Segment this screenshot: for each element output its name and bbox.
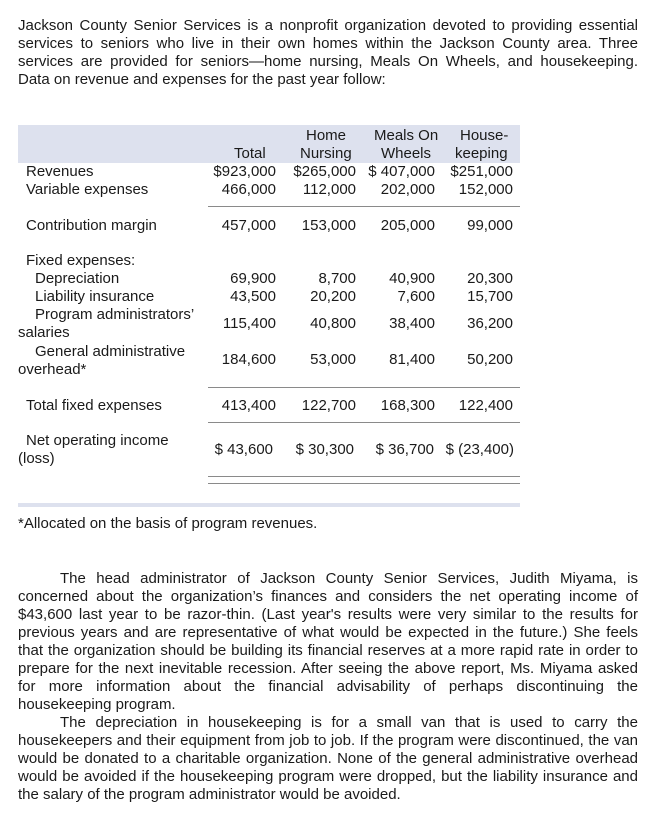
general-admin-meals: 81,400: [389, 351, 435, 368]
table-header-band: [18, 125, 520, 163]
depreciation-total: 69,900: [230, 270, 276, 287]
cm-house: 99,000: [467, 217, 513, 234]
variable-total: 466,000: [221, 181, 276, 198]
liability-total: 43,500: [230, 288, 276, 305]
liability-meals: 7,600: [397, 288, 435, 305]
general-admin-nursing: 53,000: [310, 351, 356, 368]
body-paragraph-1: The head administrator of Jackson County Senior Services, Judith Miyama, is concerned about the organization’s finances and considers the net operating income of $43,600 last year to be razor-thin. (Last year's results were very similar to the results for previous years and are representative of what would be expected in the future.) She feels that the organization should be building its financial reserves at a more rapid rate in order to prepare for the next inevitable recession. After seeing the above report, Ms. Miyama asked for more information about the financial advisability of perhaps discontinuing the housekeeping program.: [18, 570, 638, 713]
body-paragraph-2: The depreciation in housekeeping is for a small van that is used to carry the housekeepers and their equipment from job to job. If the program were discontinued, the van would be donated to a charitable organization. None of the general administrative overhead would be avoided if the housekeeping program were dropped, but the liability insurance and the salary of the program administrator would be avoided.: [18, 714, 638, 803]
cm-total: 457,000: [221, 217, 276, 234]
noi-house: $ (23,400): [445, 441, 514, 458]
revenues-house: $251,000: [450, 163, 513, 180]
variable-house: 152,000: [458, 181, 513, 198]
cm-meals: 205,000: [380, 217, 435, 234]
general-admin-total: 184,600: [221, 351, 276, 368]
revenues-meals: $ 407,000: [368, 163, 435, 180]
rule-total-fixed: [208, 422, 520, 423]
revenues-nursing: $265,000: [293, 163, 356, 180]
rule-variable: [208, 206, 520, 207]
liability-nursing: 20,200: [310, 288, 356, 305]
total-fixed-house: 122,400: [458, 397, 513, 414]
depreciation-house: 20,300: [467, 270, 513, 287]
header-nursing: Nursing: [300, 145, 352, 162]
general-admin-house: 50,200: [467, 351, 513, 368]
header-house: House-: [460, 127, 509, 144]
intro-paragraph: Jackson County Senior Services is a nonprofit organization devoted to providing essential services to seniors who live in their own homes within the Jackson County area. Three services are provided for seniors—home nursing, Meals On Wheels, and housekeeping. Data on revenue and expenses for the past year follow:: [18, 17, 638, 88]
row-label-variable: Variable expenses: [26, 181, 149, 198]
header-meals-on: Meals On: [374, 127, 439, 144]
row-label-total-fixed: Total fixed expenses: [26, 397, 162, 414]
rule-noi-1: [208, 476, 520, 477]
header-total: Total: [234, 145, 266, 162]
rule-noi-2: [208, 483, 520, 484]
variable-meals: 202,000: [380, 181, 435, 198]
row-label-cm: Contribution margin: [26, 217, 157, 234]
row-label-program-admin-1: Program administrators’: [35, 306, 195, 323]
program-admin-nursing: 40,800: [310, 315, 356, 332]
table-footnote: *Allocated on the basis of program revenues.: [18, 515, 318, 532]
row-label-noi-1: Net operating income: [26, 432, 169, 449]
row-label-noi-2: (loss): [18, 450, 55, 467]
rule-fixed: [208, 387, 520, 388]
liability-house: 15,700: [467, 288, 513, 305]
total-fixed-meals: 168,300: [380, 397, 435, 414]
revenues-total: $923,000: [213, 163, 276, 180]
fixed-expenses-heading: Fixed expenses:: [26, 252, 136, 269]
header-home: Home: [306, 127, 347, 144]
noi-meals: $ 36,700: [375, 441, 434, 458]
total-fixed-nursing: 122,700: [301, 397, 356, 414]
depreciation-meals: 40,900: [389, 270, 435, 287]
depreciation-nursing: 8,700: [318, 270, 356, 287]
row-label-liability: Liability insurance: [35, 288, 155, 305]
noi-total: $ 43,600: [214, 441, 273, 458]
program-admin-total: 115,400: [222, 315, 276, 332]
noi-nursing: $ 30,300: [295, 441, 354, 458]
row-label-depreciation: Depreciation: [35, 270, 120, 287]
header-wheels: Wheels: [381, 145, 432, 162]
total-fixed-total: 413,400: [221, 397, 276, 414]
table-bottom-band: [18, 503, 520, 507]
header-keeping: keeping: [455, 145, 508, 162]
program-admin-house: 36,200: [467, 315, 513, 332]
row-label-revenues: Revenues: [26, 163, 94, 180]
row-label-general-admin-2: overhead*: [18, 361, 87, 378]
row-label-program-admin-2: salaries: [18, 324, 70, 341]
cm-nursing: 153,000: [301, 217, 356, 234]
program-admin-meals: 38,400: [389, 315, 435, 332]
row-label-general-admin-1: General administrative: [35, 343, 186, 360]
variable-nursing: 112,000: [302, 181, 356, 198]
